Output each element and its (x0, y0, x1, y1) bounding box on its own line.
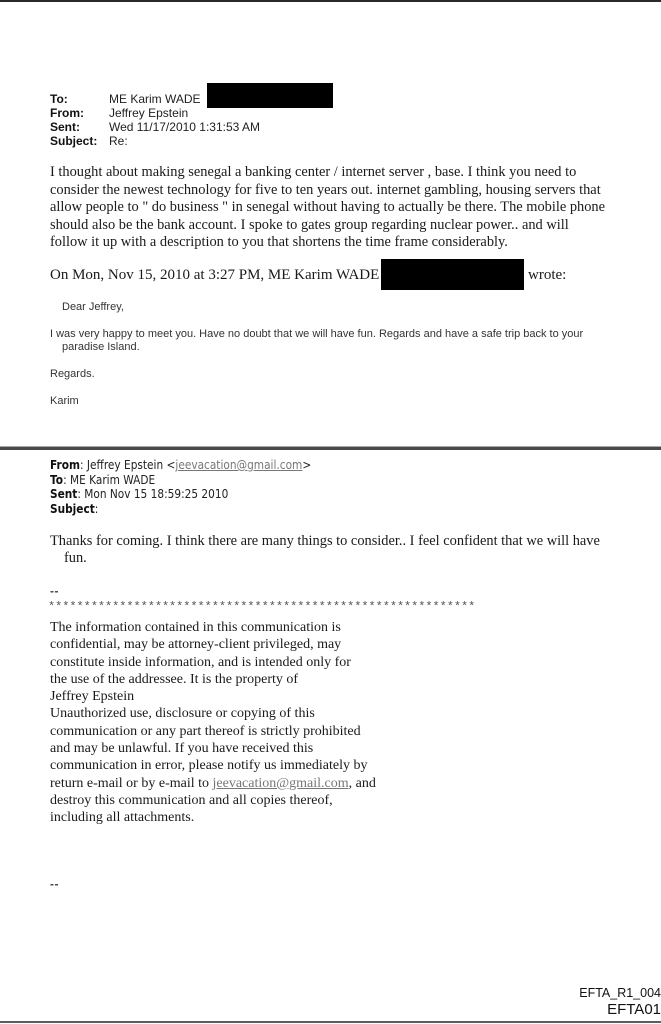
email2-body-line: fun. (64, 550, 87, 566)
from-label: From (50, 458, 81, 472)
disclaimer-line (50, 775, 376, 792)
subject-label: Subject (50, 501, 95, 516)
quote-wrote: wrote: (528, 267, 567, 283)
quoted-signature: Karim (50, 395, 79, 407)
disclaimer-line: the use of the addressee. It is the property of (50, 671, 299, 687)
disclaimer-line: communication in error, please notify us immediately by (50, 758, 368, 774)
quoted-body-line: paradise Island. (62, 341, 140, 353)
disclaimer (50, 619, 376, 827)
from-name: Jeffrey Epstein (86, 458, 164, 472)
page-separator (0, 446, 661, 450)
email1-subject-row (50, 134, 260, 148)
body-line: consider the newest technology for five to ten years out. internet gambling, housing servers that (50, 181, 601, 198)
disclaimer-line: constitute inside information, and is intended only for (50, 654, 351, 670)
disclaimer-email-suffix: , and (348, 775, 376, 791)
disclaimer-email-link[interactable]: jeevacation@gmail.com (212, 775, 349, 791)
from-value: Jeffrey Epstein (109, 106, 189, 120)
from-email-link[interactable]: jeevacation@gmail.com (175, 458, 303, 472)
quoted-closing: Regards. (50, 368, 95, 380)
asterisk-divider: ************************************************************ (48, 600, 476, 614)
quoted-greeting: Dear Jeffrey, (62, 301, 124, 313)
body-line: follow it up with a description to you that shortens the time frame considerably. (50, 234, 508, 250)
signature-dashes: -- (50, 584, 59, 598)
to-label: To (50, 472, 64, 487)
email1-body (50, 164, 650, 252)
email2-subject-row: Subject: (50, 501, 99, 516)
body-line: should also be the bank account. I spoke to gates group regarding nuclear power.. and will (50, 216, 569, 233)
disclaimer-line: Jeffrey Epstein (50, 689, 135, 705)
subject-value: Re: (109, 134, 128, 148)
disclaimer-line: communication or any part thereof is strictly prohibited (50, 723, 361, 739)
email2-sent-row: Sent: Mon Nov 15 18:59:25 2010 (50, 487, 229, 501)
email2-body-line: Thanks for coming. I think there are many things to consider.. I feel confident that we will have (50, 533, 600, 549)
sent-value: Mon Nov 15 18:59:25 2010 (84, 487, 229, 501)
disclaimer-line: including all attachments. (50, 810, 195, 826)
sent-value: Wed 11/17/2010 1:31:53 AM (109, 120, 261, 134)
to-value: ME Karim WADE (69, 472, 156, 487)
disclaimer-line: and may be unlawful. If you have received this (50, 741, 314, 757)
email2-header (50, 458, 311, 516)
document-id-line2: EFTA01 (607, 1001, 661, 1018)
quote-intro: On Mon, Nov 15, 2010 at 3:27 PM, ME Karim WADE (50, 267, 380, 283)
email2-from-row: From: Jeffrey Epstein <jeevacation@gmail.com> (50, 458, 312, 472)
to-label: To: (50, 92, 68, 106)
disclaimer-line: Unauthorized use, disclosure or copying of this (50, 706, 315, 722)
to-value: ME Karim WADE (109, 92, 201, 106)
disclaimer-line: The information contained in this communication is (50, 620, 341, 635)
document-id-line1: EFTA_R1_004 (579, 986, 661, 1000)
disclaimer-email-prefix: return e-mail or by e-mail to (50, 775, 213, 791)
body-line: I thought about making senegal a banking center / internet server , base. I think you need to (50, 164, 577, 180)
from-label: From: (50, 106, 84, 120)
email1-from-row (50, 106, 260, 120)
sent-label: Sent: (50, 120, 80, 134)
subject-label: Subject: (50, 134, 98, 148)
disclaimer-line: confidential, may be attorney-client privileged, may (50, 637, 342, 653)
page-top-border (0, 0, 661, 2)
email2-to-row: To: ME Karim WADE (50, 472, 156, 487)
page-bottom-border (0, 1021, 661, 1023)
redaction-box (381, 259, 524, 290)
email1-sent-row (50, 120, 260, 134)
sent-label: Sent (50, 487, 78, 501)
redaction-box (207, 83, 333, 108)
end-dashes: -- (50, 877, 59, 891)
disclaimer-line: destroy this communication and all copies thereof, (50, 792, 333, 808)
quoted-body-line: I was very happy to meet you. Have no doubt that we will have fun. Regards and have a safe trip back to your (50, 328, 584, 340)
body-line: allow people to " do business " in senegal without having to actually be there. The mobile phone (50, 199, 606, 215)
